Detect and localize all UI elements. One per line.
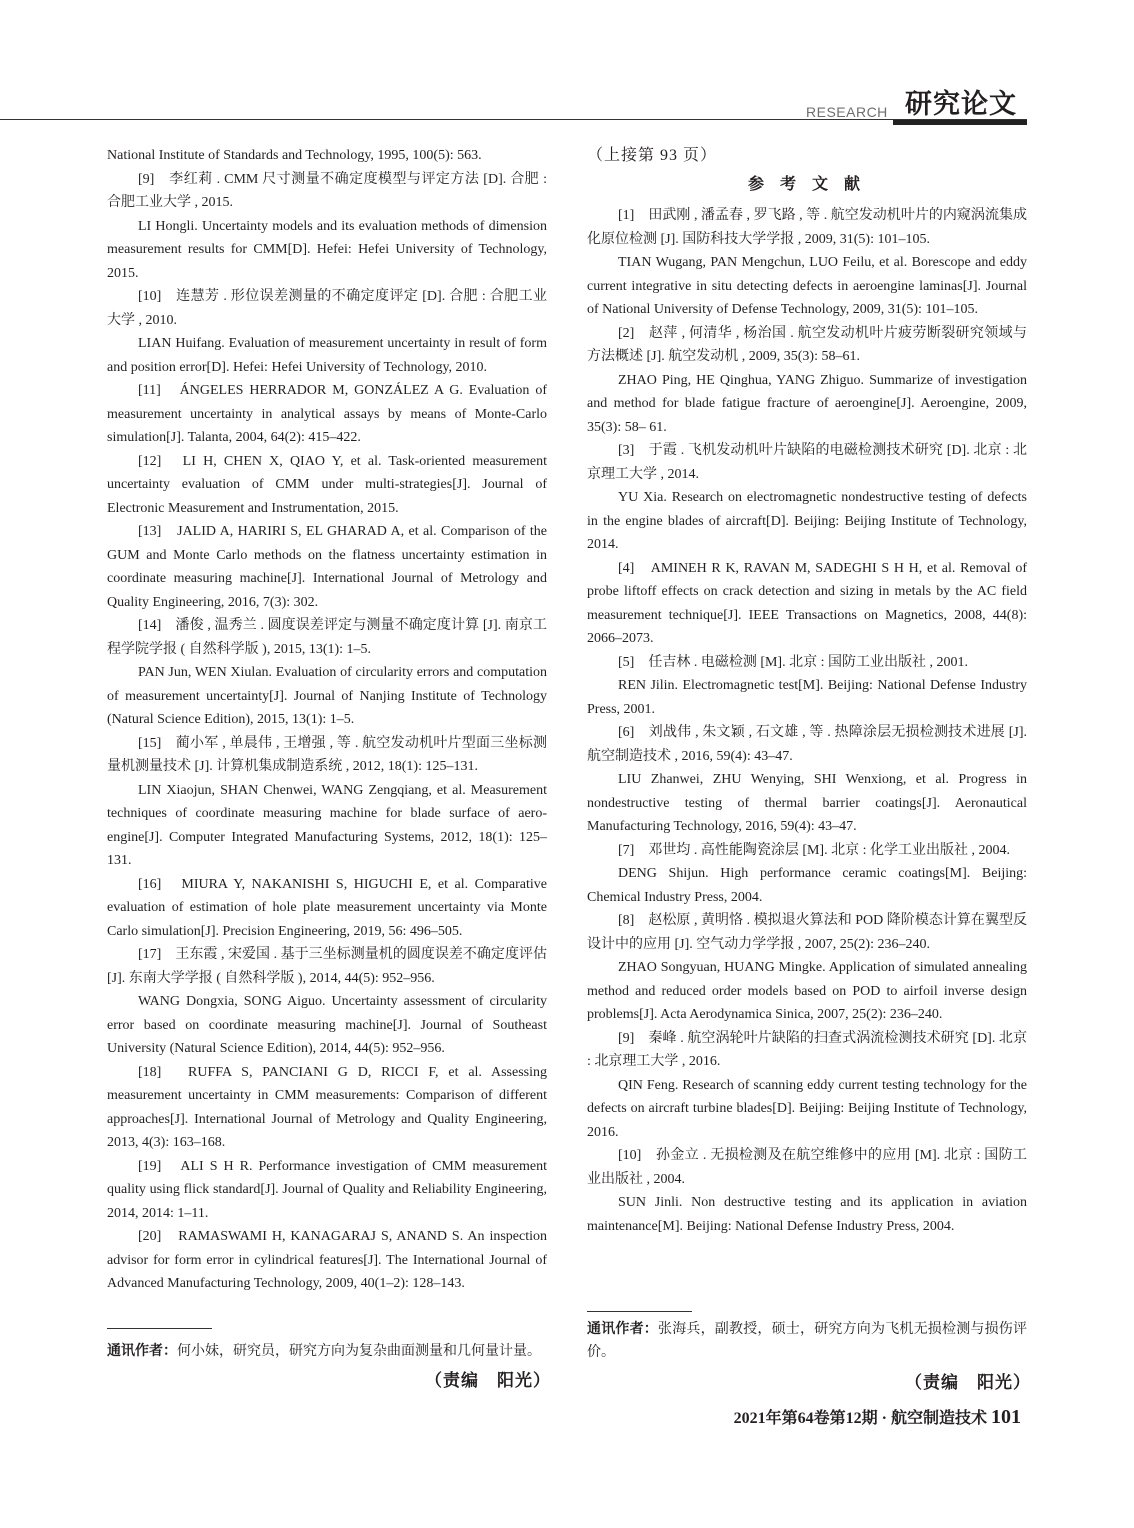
editor-note-right: （责编 阳光） [905, 1373, 1031, 1392]
reference-entry: [3] 于霞 . 飞机发动机叶片缺陷的电磁检测技术研究 [D]. 北京 : 北京理工大学 , 2014. [587, 443, 1027, 482]
reference-entry: REN Jilin. Electromagnetic test[M]. Beijing: National Defense Industry Press, 2001. [587, 678, 1027, 717]
footnote-label: 通讯作者： [587, 1322, 658, 1337]
reference-entry: LIAN Huifang. Evaluation of measurement uncertainty in result of form and position error[D]. Hefei: Hefei University of Technology, 2010. [107, 336, 547, 375]
reference-entry: DENG Shijun. High performance ceramic coatings[M]. Beijing: Chemical Industry Press, 2004. [587, 866, 1027, 905]
footnote-rule-right [587, 1311, 692, 1312]
section-label-cn: 研究论文 [905, 89, 1017, 120]
reference-entry: ZHAO Ping, HE Qinghua, YANG Zhiguo. Summarize of investigation and method for blade fatigue fracture of aeroengine[J]. Aeroengine, 2009, 35(3): 58– 61. [587, 372, 1027, 435]
reference-entry: [1] 田武刚 , 潘孟春 , 罗飞路 , 等 . 航空发动机叶片的内窥涡流集成化原位检测 [J]. 国防科技大学学报 , 2009, 31(5): 101–105. [587, 208, 1027, 247]
reference-entry: [9] 李红莉 . CMM 尺寸测量不确定度模型与评定方法 [D]. 合肥 : 合肥工业大学 , 2015. [107, 171, 547, 210]
editor-note-left: （责编 阳光） [425, 1371, 551, 1390]
reference-entry: [20] RAMASWAMI H, KANAGARAJ S, ANAND S. An inspection advisor for form error in cylindrical features[J]. The International Journal of Advanced Manufacturing Technology, 2009, 40(1–2): 128–143. [107, 1229, 547, 1291]
reference-entry: [14] 潘俊 , 温秀兰 . 圆度误差评定与测量不确定度计算 [J]. 南京工程学院学报 ( 自然科学版 ), 2015, 13(1): 1–5. [107, 618, 547, 657]
reference-entry: [11] ÁNGELES HERRADOR M, GONZÁLEZ A G. Evaluation of measurement uncertainty in analytical assays by means of Monte-Carlo simulation[J]. Talanta, 2004, 64(2): 415–422. [107, 383, 547, 445]
reference-entry: [17] 王东霞 , 宋爱国 . 基于三坐标测量机的圆度误差不确定度评估 [J]. 东南大学学报 ( 自然科学版 ), 2014, 44(5): 952–956. [107, 947, 547, 986]
reference-entry: SUN Jinli. Non destructive testing and its application in aviation maintenance[M]. Beijing: National Defense Industry Press, 2004. [587, 1195, 1027, 1234]
reference-entry: LIU Zhanwei, ZHU Wenying, SHI Wenxiong, et al. Progress in nondestructive testing of thermal barrier coatings[J]. Aeronautical Manufacturing Technology, 2016, 59(4): 43–47. [587, 772, 1027, 834]
reference-entry: ZHAO Songyuan, HUANG Mingke. Application of simulated annealing method and reduced order models based on POD to airfoil inverse design problems[J]. Acta Aerodynamica Sinica, 2007, 25(2): 236–240. [587, 960, 1027, 1022]
reference-entry: LI Hongli. Uncertainty models and its evaluation methods of dimension measurement results for CMM[D]. Hefei: Hefei University of Technology, 2015. [107, 218, 547, 281]
journal-issue: 2021年第64卷第12期 · 航空制造技术 [733, 1410, 987, 1427]
reference-entry: [13] JALID A, HARIRI S, EL GHARAD A, et al. Comparison of the GUM and Monte Carlo methods on the flatness uncertainty estimation in coordinate measuring machine[J]. International Journal of Metrology and Quality Engineering, 2016, 7(3): 302. [107, 524, 547, 610]
reference-entry: [2] 赵萍 , 何清华 , 杨治国 . 航空发动机叶片疲劳断裂研究领域与方法概述 [J]. 航空发动机 , 2009, 35(3): 58–61. [587, 325, 1027, 364]
reference-entry: WANG Dongxia, SONG Aiguo. Uncertainty assessment of circularity error based on coordinate measuring machine[J]. Journal of Southeast University (Natural Science Edition), 2014, 44(5): 952–956. [107, 994, 547, 1056]
continued-note: （上接第 93 页） [587, 147, 718, 164]
reference-entry: [16] MIURA Y, NAKANISHI S, HIGUCHI E, et al. Comparative evaluation of estimation of hole plate measurement uncertainty via Monte Carlo simulation[J]. Precision Engineering, 2019, 56: 496–505. [107, 876, 547, 939]
reference-entry: PAN Jun, WEN Xiulan. Evaluation of circularity errors and computation of measurement uncertainty[J]. Journal of Nanjing Institute of Technology (Natural Science Edition), 2015, 13(1): 1–5. [107, 665, 547, 727]
footnote-rule-left [107, 1328, 212, 1329]
reference-entry: [10] 连慧芳 . 形位误差测量的不确定度评定 [D]. 合肥 : 合肥工业大学 , 2010. [107, 289, 547, 328]
footnote-text: 张海兵，副教授，硕士，研究方向为飞机无损检测与损伤评价。 [587, 1322, 1027, 1360]
page-number: 101 [991, 1406, 1021, 1428]
reference-entry: [9] 秦峰 . 航空涡轮叶片缺陷的扫查式涡流检测技术研究 [D]. 北京 : 北京理工大学 , 2016. [587, 1030, 1027, 1069]
reference-entry: [8] 赵松原 , 黄明恪 . 模拟退火算法和 POD 降阶模态计算在翼型反设计中的应用 [J]. 空气动力学学报 , 2007, 25(2): 236–240. [587, 913, 1027, 952]
footnote-left [107, 1340, 547, 1363]
reference-entry: [7] 邓世均 . 高性能陶瓷涂层 [M]. 北京 : 化学工业出版社 , 2004. [618, 842, 1010, 858]
reference-entry: [5] 任吉林 . 电磁检测 [M]. 北京 : 国防工业出版社 , 2001. [618, 654, 968, 670]
footnote-right [587, 1318, 1027, 1364]
left-column [107, 144, 547, 1296]
footnote-text: 何小妹，研究员，研究方向为复杂曲面测量和几何量计量。 [177, 1344, 541, 1359]
references-heading: 参 考 文 献 [747, 176, 866, 193]
section-label-en: RESEARCH [806, 104, 888, 120]
right-column [587, 144, 1027, 1238]
reference-entry: YU Xia. Research on electromagnetic nondestructive testing of defects in the engine blades of aircraft[D]. Beijing: Beijing Institute of Technology, 2014. [587, 490, 1027, 552]
reference-entry: QIN Feng. Research of scanning eddy current testing technology for the defects on aircraft turbine blades[D]. Beijing: Beijing Institute of Technology, 2016. [587, 1077, 1027, 1140]
reference-entry: TIAN Wugang, PAN Mengchun, LUO Feilu, et al. Borescope and eddy current integrative in situ detecting defects in aeroengine laminas[J]. Journal of National University of Defense Technology, 2009, 31(5): 101–105. [587, 255, 1027, 317]
reference-entry: [4] AMINEH R K, RAVAN M, SADEGHI S H H, et al. Removal of probe liftoff effects on crack detection and sizing in metals by the AC field measurement technique[J]. IEEE Transactions on Magnetics, 2008, 44(8): 2066–2073. [587, 560, 1027, 646]
reference-entry: LIN Xiaojun, SHAN Chenwei, WANG Zengqiang, et al. Measurement techniques of coordinate measuring machine for blade surface of aero-engine[J]. Computer Integrated Manufacturing Systems, 2012, 18(1): 125–131. [107, 782, 547, 868]
reference-entry: [15] 蔺小军 , 单晨伟 , 王增强 , 等 . 航空发动机叶片型面三坐标测量机测量技术 [J]. 计算机集成制造系统 , 2012, 18(1): 125–131. [107, 735, 547, 774]
reference-entry: [6] 刘战伟 , 朱文颖 , 石文雄 , 等 . 热障涂层无损检测技术进展 [J]. 航空制造技术 , 2016, 59(4): 43–47. [587, 725, 1027, 764]
reference-entry: [18] RUFFA S, PANCIANI G D, RICCI F, et al. Assessing measurement uncertainty in CMM measurements: Comparison of different approaches[J]. International Journal of Metrology and Quality Engineering, 2013, 4(3): 163–168. [107, 1064, 547, 1150]
reference-entry: [12] LI H, CHEN X, QIAO Y, et al. Task-oriented measurement uncertainty evaluation of CMM under multi-strategies[J]. Journal of Electronic Measurement and Instrumentation, 2015. [107, 453, 547, 516]
footnote-label: 通讯作者： [107, 1344, 177, 1359]
reference-list [587, 204, 1027, 1238]
reference-entry: [19] ALI S H R. Performance investigation of CMM measurement quality using flick standard[J]. Journal of Quality and Reliability Engineering, 2014, 2014: 1–11. [107, 1158, 547, 1221]
reference-entry: [10] 孙金立 . 无损检测及在航空维修中的应用 [M]. 北京 : 国防工业出版社 , 2004. [587, 1148, 1027, 1187]
page-footer [734, 1405, 1021, 1429]
reference-entry: National Institute of Standards and Technology, 1995, 100(5): 563. [107, 148, 482, 163]
